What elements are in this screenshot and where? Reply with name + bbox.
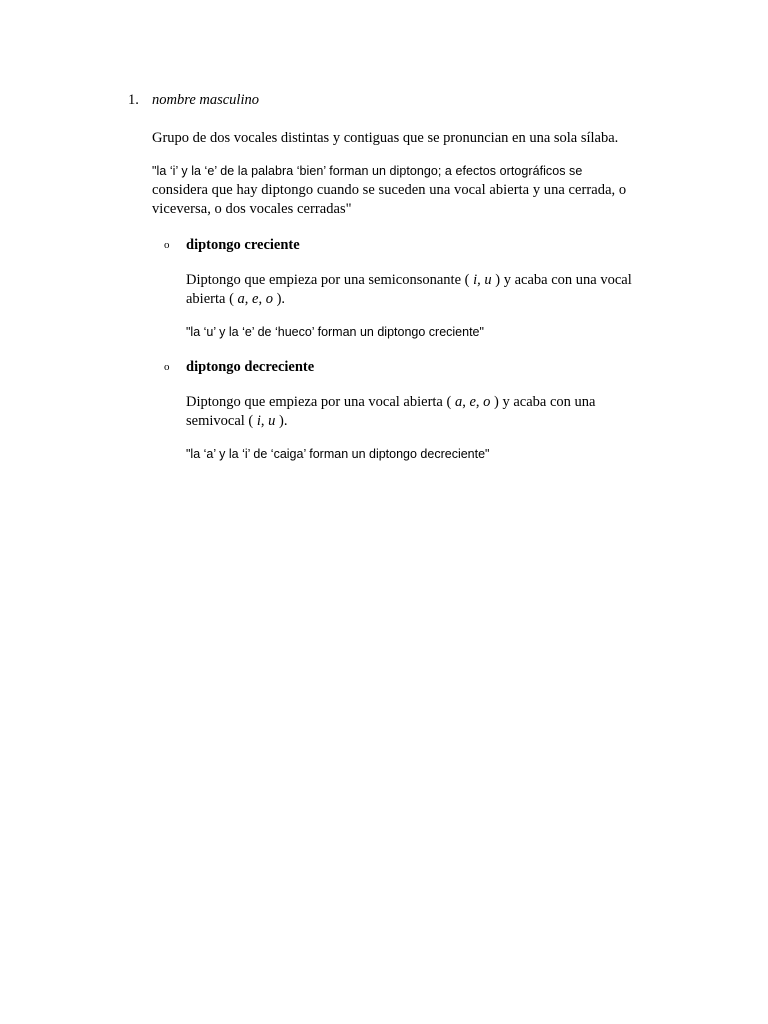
def-text: , — [244, 291, 253, 307]
def-text: , — [477, 272, 485, 288]
def-text: abierta ( — [186, 291, 238, 307]
def-text: , — [260, 413, 269, 429]
subentry-term: diptongo creciente — [186, 237, 300, 253]
def-text: Diptongo que empieza por una semiconsonante ( — [186, 272, 474, 288]
def-italic: o — [483, 394, 491, 410]
def-italic: u — [268, 413, 276, 429]
entry-header — [128, 91, 668, 110]
subentry-list — [152, 236, 668, 464]
subentry-definition-line — [186, 271, 668, 290]
bullet-marker: o — [164, 361, 170, 373]
def-italic: e — [252, 291, 259, 307]
entry-definition: Grupo de dos vocales distintas y contiguas que se pronuncian en una sola sílaba. — [152, 130, 619, 146]
part-of-speech: nombre masculino — [152, 92, 259, 108]
entry-example-line: "la ‘i’ y la ‘e’ de la palabra ‘bien’ forman un diptongo; a efectos ortográficos se — [152, 164, 583, 178]
def-text: ) y acaba con una vocal — [491, 272, 632, 288]
subentry-item — [152, 236, 668, 342]
subentry-body — [186, 236, 668, 342]
def-text: , — [462, 394, 470, 410]
entry-body — [152, 129, 668, 464]
def-text: , — [258, 291, 266, 307]
subentry-definition-line — [186, 290, 668, 309]
def-text: ). — [275, 413, 288, 429]
subentry-definition-line — [186, 393, 668, 412]
def-italic: o — [265, 291, 273, 307]
subentry-definition-line — [186, 412, 668, 431]
def-text: ) y acaba con una — [490, 394, 596, 410]
def-italic: u — [484, 272, 492, 288]
subentry-term: diptongo decreciente — [186, 359, 315, 375]
entry-number: 1. — [128, 92, 139, 108]
def-italic: i — [473, 272, 478, 288]
def-italic: a — [237, 291, 245, 307]
bullet-marker: o — [164, 239, 170, 251]
dictionary-entry — [128, 91, 668, 480]
subentry-example: "la ‘u’ y la ‘e’ de ‘hueco’ forman un diptongo creciente" — [186, 325, 484, 339]
def-italic: e — [469, 394, 476, 410]
subentry-definition — [186, 271, 668, 309]
def-text: , — [475, 394, 484, 410]
entry-example-line: considera que hay diptongo cuando se suceden una vocal abierta y una cerrada, o — [152, 182, 627, 198]
def-text: Diptongo que empieza por una vocal abierta ( — [186, 394, 455, 410]
subentry-example: "la ‘a’ y la ‘i’ de ‘caiga’ forman un diptongo decreciente" — [186, 447, 490, 461]
subentry-item — [152, 358, 668, 464]
def-text: semivocal ( — [186, 413, 257, 429]
entry-example-line: viceversa, o dos vocales cerradas" — [152, 201, 352, 217]
subentry-definition — [186, 393, 668, 431]
def-italic: a — [454, 394, 463, 410]
def-text: ). — [272, 291, 286, 307]
entry-example — [152, 162, 668, 219]
subentry-body — [186, 358, 668, 464]
def-italic: i — [256, 413, 261, 429]
